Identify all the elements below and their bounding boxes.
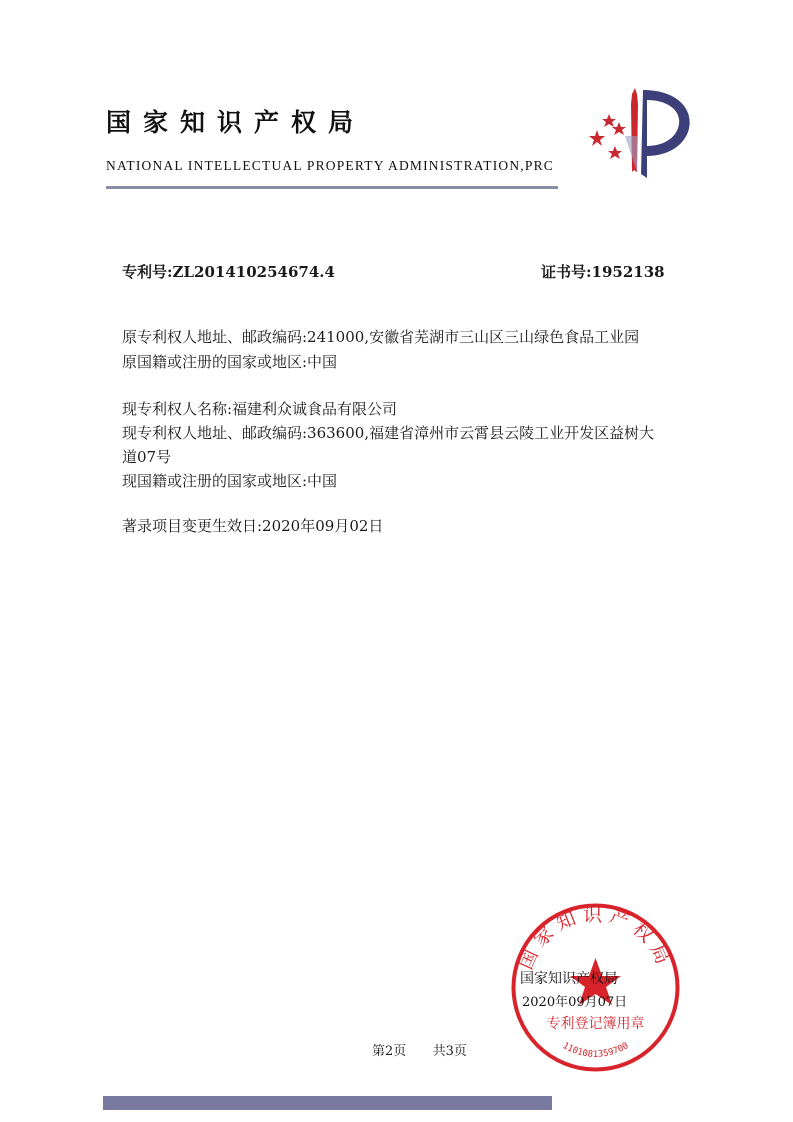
effective-date: 著录项目变更生效日:2020年09月02日 xyxy=(122,517,384,535)
patent-number: 专利号:ZL201410254674.4 xyxy=(122,263,335,281)
certificate-number: 证书号:1952138 xyxy=(541,263,665,281)
seal-center-text: 专利登记簿用章 xyxy=(546,1016,645,1032)
star-icon xyxy=(608,146,622,159)
original-country: 原国籍或注册的国家或地区:中国 xyxy=(122,353,338,371)
header-divider xyxy=(106,186,558,189)
seal-number: 1101081359700 xyxy=(560,1041,631,1060)
current-owner-name: 现专利权人名称:福建利众诚食品有限公司 xyxy=(122,400,398,418)
svg-text:1101081359700 xyxy=(561,1041,631,1060)
cnipa-logo-icon xyxy=(585,86,695,186)
page-total: 共3页 xyxy=(432,1044,467,1059)
star-icon xyxy=(612,122,626,135)
page-indicator xyxy=(372,1040,467,1059)
header-title-en: NATIONAL INTELLECTUAL PROPERTY ADMINISTRATION,PRC xyxy=(106,158,554,173)
issue-date: 2020年09月07日 xyxy=(522,995,628,1010)
issuer-name: 国家知识产权局 xyxy=(520,971,618,987)
original-owner-address: 原专利权人地址、邮政编码:241000,安徽省芜湖市三山区三山绿色食品工业园 xyxy=(122,328,640,346)
header-title-cn: 国家知识产权局 xyxy=(106,108,366,137)
footer-bar xyxy=(103,1096,552,1110)
page-number: 第2页 xyxy=(372,1044,407,1059)
seal-ring-text: 国家知识产权局 xyxy=(514,903,677,973)
current-country: 现国籍或注册的国家或地区:中国 xyxy=(122,472,338,490)
current-owner-address-cont: 道07号 xyxy=(122,448,172,466)
star-icon xyxy=(602,114,616,127)
current-owner-address: 现专利权人地址、邮政编码:363600,福建省漳州市云霄县云陵工业开发区益树大 xyxy=(122,424,655,442)
star-icon xyxy=(589,130,605,146)
